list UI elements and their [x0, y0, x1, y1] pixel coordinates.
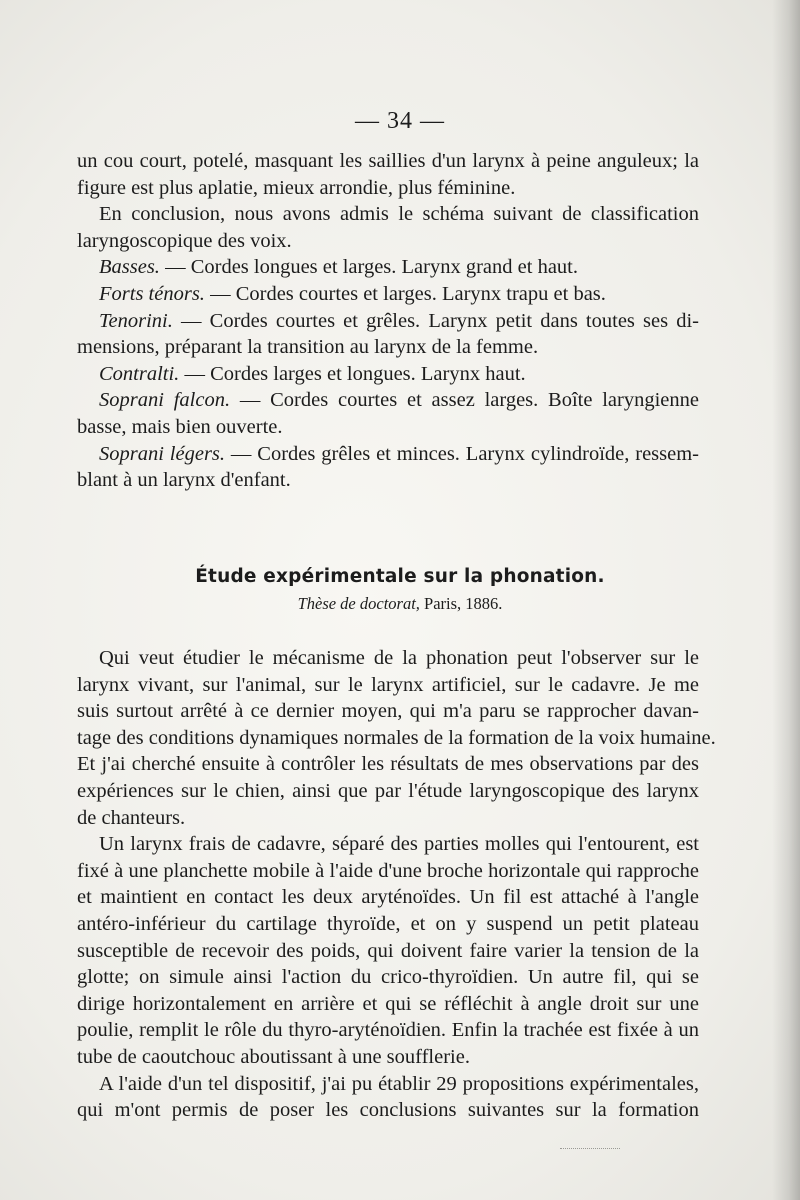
text-line: Un larynx frais de cadavre, séparé des parties molles qui l'entourent, est [99, 833, 699, 856]
text-line: poulie, remplit le rôle du thyro-aryténoïdien. Enfin la trachée est fixée à un [77, 1019, 699, 1042]
entry-label: Contralti. [99, 362, 180, 385]
text-line: Et j'ai cherché ensuite à contrôler les résultats de mes observations par des [77, 753, 699, 776]
classification-entry-tenorini [77, 308, 699, 335]
print-speck-marks [560, 1148, 620, 1153]
thesis-label: Thèse de doctorat, [297, 594, 420, 613]
text-line: de chanteurs. [77, 806, 186, 829]
text-line: mensions, préparant la transition au larynx de la femme. [77, 336, 539, 359]
entry-label: Forts ténors. [99, 282, 205, 305]
entry-label: Tenorini. [99, 309, 173, 332]
entry-text: — Cordes courtes et grêles. Larynx petit dans toutes ses di- [172, 309, 699, 332]
page-number: — 34 — [355, 108, 445, 134]
text-line: susceptible de recevoir des poids, qui doivent faire varier la tension de la [77, 939, 699, 962]
phonation-study-section [77, 645, 716, 1124]
entry-text: — Cordes grêles et minces. Larynx cylindroïde, ressem- [225, 442, 699, 465]
text-line: A l'aide d'un tel dispositif, j'ai pu établir 29 propositions expérimentales, [99, 1072, 699, 1095]
text-line: tage des conditions dynamiques normales de la formation de la voix humaine. [77, 726, 716, 749]
entry-text: — Cordes larges et longues. Larynx haut. [179, 362, 526, 385]
text-line: dirige horizontalement en arrière et qui se réfléchit à angle droit sur une [77, 992, 699, 1015]
voice-classification-section [77, 148, 699, 494]
section-heading: Étude expérimentale sur la phonation. [195, 566, 605, 587]
text-line: tube de caoutchouc aboutissant à une soufflerie. [77, 1045, 470, 1068]
entry-label: Soprani falcon. [99, 389, 231, 412]
text-line: un cou court, potelé, masquant les saillies d'un larynx à peine anguleux; la [77, 150, 699, 172]
text-line: qui m'ont permis de poser les conclusions suivantes sur la formation [77, 1099, 699, 1122]
entry-label: Soprani légers. [99, 442, 226, 465]
text-line: blant à un larynx d'enfant. [77, 469, 291, 492]
text-line: expériences sur le chien, ainsi que par l'étude laryngoscopique des larynx [77, 779, 699, 802]
entry-text: — Cordes longues et larges. Larynx grand et haut. [159, 256, 578, 279]
thesis-place-date: Paris, 1886. [419, 594, 503, 613]
text-line: En conclusion, nous avons admis le schéma suivant de classification [99, 203, 699, 226]
text-line: glotte; on simule ainsi l'action du crico-thyroïdien. Un autre fil, qui se [77, 966, 699, 989]
entry-label: Basses. [99, 256, 160, 279]
classification-entry-forts-tenors [77, 281, 699, 308]
entry-text: — Cordes courtes et larges. Larynx trapu et bas. [204, 282, 606, 305]
text-line: suis surtout arrêté à ce dernier moyen, qui m'a paru se rapprocher davan- [77, 700, 699, 723]
classification-entry-contralti [77, 361, 699, 388]
text-line: Qui veut étudier le mécanisme de la phonation peut l'observer sur le [99, 647, 699, 669]
classification-entry-basses [77, 254, 699, 281]
text-line: basse, mais bien ouverte. [77, 415, 283, 438]
text-line: laryngoscopique des voix. [77, 229, 292, 252]
text-line: figure est plus aplatie, mieux arrondie, plus féminine. [77, 176, 516, 199]
text-line: et maintient en contact les deux aryténoïdes. Un fil est attaché à l'angle [77, 886, 699, 909]
classification-entry-soprani-legers [77, 441, 699, 468]
classification-entry-soprani-falcon [77, 387, 699, 414]
text-line: larynx vivant, sur l'animal, sur le larynx artificiel, sur le cadavre. Je me [77, 673, 699, 696]
text-line: antéro-inférieur du cartilage thyroïde, et on y suspend un petit plateau [77, 912, 699, 935]
section-subheading [0, 594, 800, 614]
text-line: fixé à une planchette mobile à l'aide d'une broche horizontale qui rapproche [77, 859, 699, 882]
entry-text: — Cordes courtes et assez larges. Boîte laryngienne [230, 389, 700, 412]
